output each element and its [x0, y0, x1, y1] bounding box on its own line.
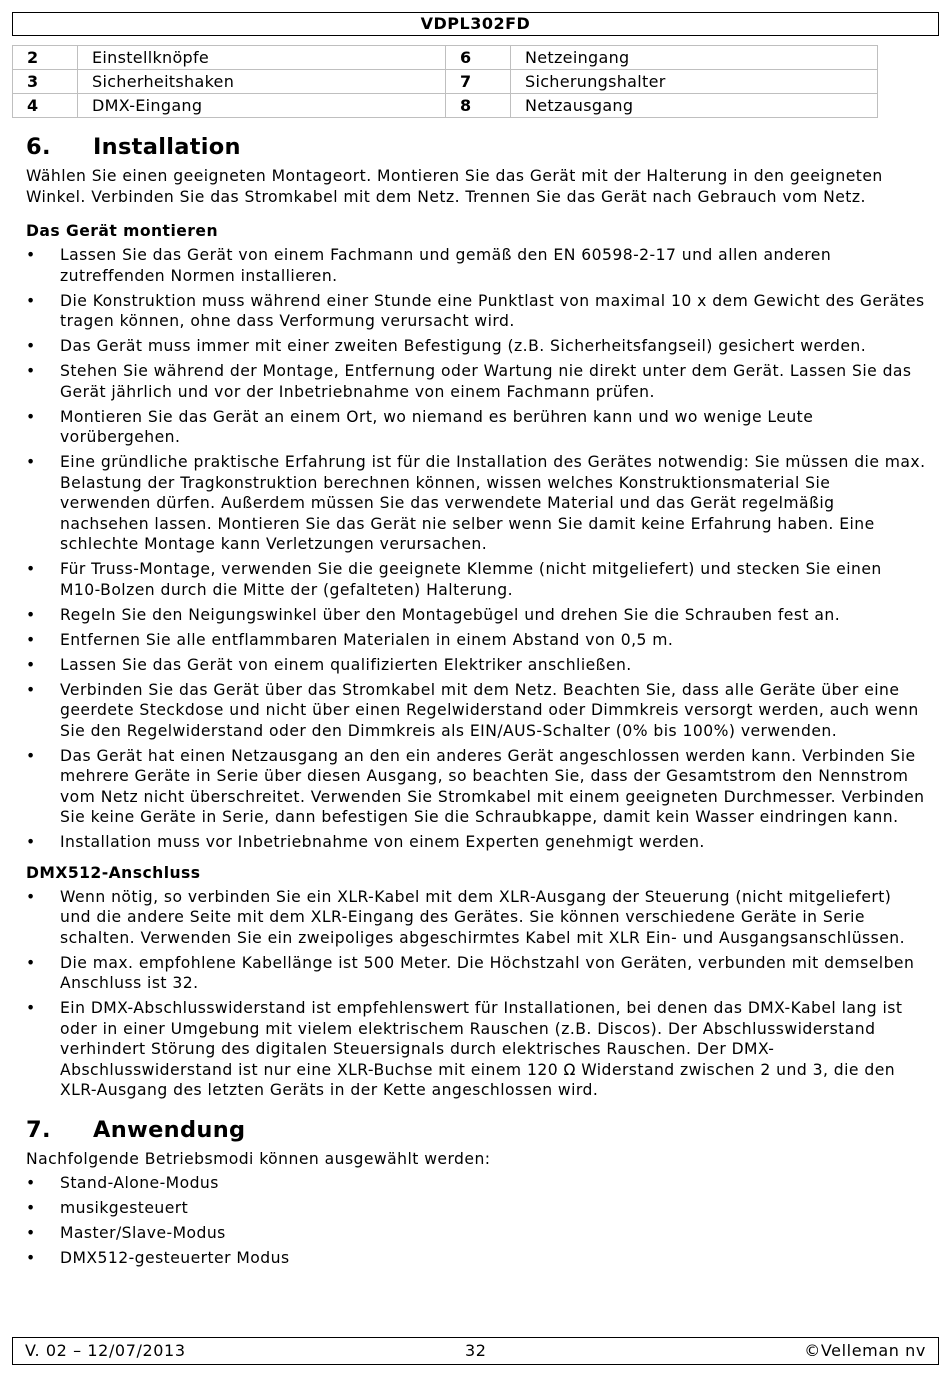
part-label: Sicherungshalter: [511, 70, 878, 94]
bullet-icon: •: [26, 630, 36, 649]
footer-page-number: 32: [465, 1341, 487, 1360]
list-item: [26, 1223, 926, 1244]
bullet-icon: •: [26, 746, 36, 765]
list-item-text: Entfernen Sie alle entflammbaren Materialen in einem Abstand von 0,5 m.: [60, 630, 674, 649]
mounting-list: [26, 245, 926, 853]
list-item: [26, 630, 926, 651]
bullet-icon: •: [26, 605, 36, 624]
list-item: [26, 336, 926, 357]
list-item-text: Die Konstruktion muss während einer Stunde eine Punktlast von maximal 10 x dem Gewicht des Gerätes tragen können, ohne dass Verformung verursacht wird.: [60, 291, 925, 330]
section-number: 6.: [26, 134, 51, 160]
bullet-icon: •: [26, 1224, 36, 1242]
list-item: [26, 680, 926, 742]
bullet-icon: •: [26, 362, 36, 380]
bullet-icon: •: [26, 887, 36, 906]
list-item-text: Master/Slave-Modus: [60, 1224, 226, 1242]
subheading-dmx: DMX512-Anschluss: [26, 863, 201, 882]
list-item-text: Montieren Sie das Gerät an einem Ort, wo niemand es berühren kann und wo wenige Leute vorübergehen.: [60, 407, 814, 446]
list-item: [26, 245, 926, 286]
footer-copyright: ©Velleman nv: [804, 1341, 926, 1360]
bullet-icon: •: [26, 291, 36, 310]
operation-intro: Nachfolgende Betriebsmodi können ausgewählt werden:: [26, 1149, 491, 1168]
list-item: [26, 887, 926, 949]
part-label: Netzeingang: [511, 46, 878, 70]
list-item: [26, 452, 926, 555]
list-item-text: Ein DMX-Abschlusswiderstand ist empfehlenswert für Installationen, bei denen das DMX-Kabel lang ist oder in einer Umgebung mit vielem elektrischem Rauschen (z.B. Discos). Der Abschlusswiderstand verhindert Störung des digitalen Steuersignals durch elektrisches Rauschen. Der DMX-Abschlusswiderstand ist nur eine XLR-Buchse mit einem 120 Ω Widerstand zwischen 2 und 3, die den XLR-Ausgang des letzten Geräts in der Kette angeschlossen wird.: [60, 999, 903, 1099]
list-item-text: Installation muss vor Inbetriebnahme von einem Experten genehmigt werden.: [60, 833, 705, 851]
list-item-text: DMX512-gesteuerter Modus: [60, 1249, 290, 1267]
list-item: [26, 1248, 926, 1269]
part-number: 3: [13, 70, 78, 94]
list-item: [26, 998, 926, 1101]
list-item: [26, 746, 926, 828]
footer-version: V. 02 – 12/07/2013: [25, 1341, 186, 1360]
bullet-icon: •: [26, 680, 36, 699]
list-item-text: Die max. empfohlene Kabellänge ist 500 Meter. Die Höchstzahl von Geräten, verbunden mit demselben Anschluss ist 32.: [60, 953, 915, 992]
model-name: VDPL302FD: [420, 14, 531, 33]
list-item-text: Eine gründliche praktische Erfahrung ist für die Installation des Gerätes notwendig: Sie müssen die max. Belastung der Tragkonstruktion berechnen können, wissen welches Konstruktionsmaterial Sie verwenden dürfen. Außerdem müssen Sie das verwendete Material und das Gerät regelmäßig nachsehen lassen. Montieren Sie das Gerät nie selber wenn Sie damit keine Erfahrung haben. Eine schlechte Montage kann Verletzungen verursachen.: [60, 453, 926, 553]
bullet-icon: •: [26, 1199, 36, 1217]
table-row: [13, 94, 878, 118]
modes-list: [26, 1173, 926, 1269]
subheading-mounting: Das Gerät montieren: [26, 222, 219, 240]
dmx-list: [26, 887, 926, 1101]
bullet-icon: •: [26, 953, 36, 972]
list-item-text: musikgesteuert: [60, 1199, 189, 1217]
parts-table: [12, 45, 878, 118]
bullet-icon: •: [26, 1174, 36, 1192]
section-heading-operation: [26, 1111, 926, 1149]
part-number: 6: [446, 46, 511, 70]
list-item: [26, 655, 926, 676]
bullet-icon: •: [26, 1249, 36, 1267]
part-label: Sicherheitshaken: [78, 70, 446, 94]
list-item: [26, 953, 926, 994]
list-item: [26, 361, 926, 402]
installation-intro: Wählen Sie einen geeigneten Montageort. Montieren Sie das Gerät mit der Halterung in den geeigneten Winkel. Verbinden Sie das Stromkabel mit dem Netz. Trennen Sie das Gerät nach Gebrauch vom Netz.: [26, 167, 883, 206]
list-item-text: Stand-Alone-Modus: [60, 1174, 219, 1192]
list-item-text: Stehen Sie während der Montage, Entfernung oder Wartung nie direkt unter dem Gerät. Lassen Sie das Gerät jährlich und vor der Inbetriebnahme von einem Fachmann prüfen.: [60, 362, 912, 401]
list-item: [26, 407, 926, 448]
list-item-text: Regeln Sie den Neigungswinkel über den Montagebügel und drehen Sie die Schrauben fest an.: [60, 605, 841, 624]
part-label: Netzausgang: [511, 94, 878, 118]
bullet-icon: •: [26, 337, 36, 355]
part-number: 7: [446, 70, 511, 94]
page-footer: [12, 1337, 939, 1365]
bullet-icon: •: [26, 407, 36, 426]
list-item-text: Verbinden Sie das Gerät über das Stromkabel mit dem Netz. Beachten Sie, dass alle Geräte über eine geerdete Steckdose und nicht über einen Regelwiderstand oder Dimmkreis versorgt werden, auch wenn Sie den Regelwiderstand oder den Dimmkreis als EIN/AUS-Schalter (0% bis 100%) verwenden.: [60, 680, 919, 740]
page-content: [26, 128, 926, 1279]
parts-table-body: [13, 46, 878, 118]
part-label: Einstellknöpfe: [78, 46, 446, 70]
section-heading-installation: [26, 128, 926, 166]
bullet-icon: •: [26, 655, 36, 674]
bullet-icon: •: [26, 246, 36, 264]
section-title: Anwendung: [93, 1116, 246, 1143]
table-row: [13, 46, 878, 70]
part-number: 2: [13, 46, 78, 70]
list-item: [26, 1173, 926, 1194]
table-row: [13, 70, 878, 94]
bullet-icon: •: [26, 999, 36, 1017]
section-title: Installation: [93, 134, 241, 160]
bullet-icon: •: [26, 453, 36, 471]
list-item: [26, 559, 926, 600]
list-item-text: Lassen Sie das Gerät von einem qualifizierten Elektriker anschließen.: [60, 655, 632, 674]
list-item-text: Wenn nötig, so verbinden Sie ein XLR-Kabel mit dem XLR-Ausgang der Steuerung (nicht mitgeliefert) und die andere Seite mit dem XLR-Eingang des Gerätes. Sie können verschiedene Geräte in Serie schalten. Verwenden Sie ein zweipoliges abgeschirmtes Kabel mit XLR Ein- und Ausgangsanschlüssen.: [60, 887, 905, 947]
list-item: [26, 832, 926, 853]
bullet-icon: •: [26, 560, 36, 578]
list-item: [26, 1198, 926, 1219]
list-item: [26, 605, 926, 626]
part-number: 8: [446, 94, 511, 118]
list-item-text: Das Gerät hat einen Netzausgang an den ein anderes Gerät angeschlossen werden kann. Verbinden Sie mehrere Geräte in Serie über diesen Ausgang, so beachten Sie, dass der Gesamtstrom den Nennstrom vom Netz nicht überschreitet. Verwenden Sie Stromkabel mit einem geeigneten Durchmesser. Verbinden Sie keine Geräte in Serie, dann befestigen Sie die Schraubkappe, damit kein Wasser eindringen kann.: [60, 746, 925, 826]
list-item: [26, 291, 926, 332]
section-number: 7.: [26, 1116, 51, 1143]
list-item-text: Lassen Sie das Gerät von einem Fachmann und gemäß den EN 60598-2-17 und allen anderen zutreffenden Normen installieren.: [60, 246, 832, 285]
page-header: [12, 12, 939, 36]
bullet-icon: •: [26, 833, 36, 851]
part-label: DMX-Eingang: [78, 94, 446, 118]
part-number: 4: [13, 94, 78, 118]
list-item-text: Für Truss-Montage, verwenden Sie die geeignete Klemme (nicht mitgeliefert) und stecken Sie einen M10-Bolzen durch die Mitte der (gefalteten) Halterung.: [60, 560, 882, 599]
list-item-text: Das Gerät muss immer mit einer zweiten Befestigung (z.B. Sicherheitsfangseil) gesichert werden.: [60, 337, 867, 355]
